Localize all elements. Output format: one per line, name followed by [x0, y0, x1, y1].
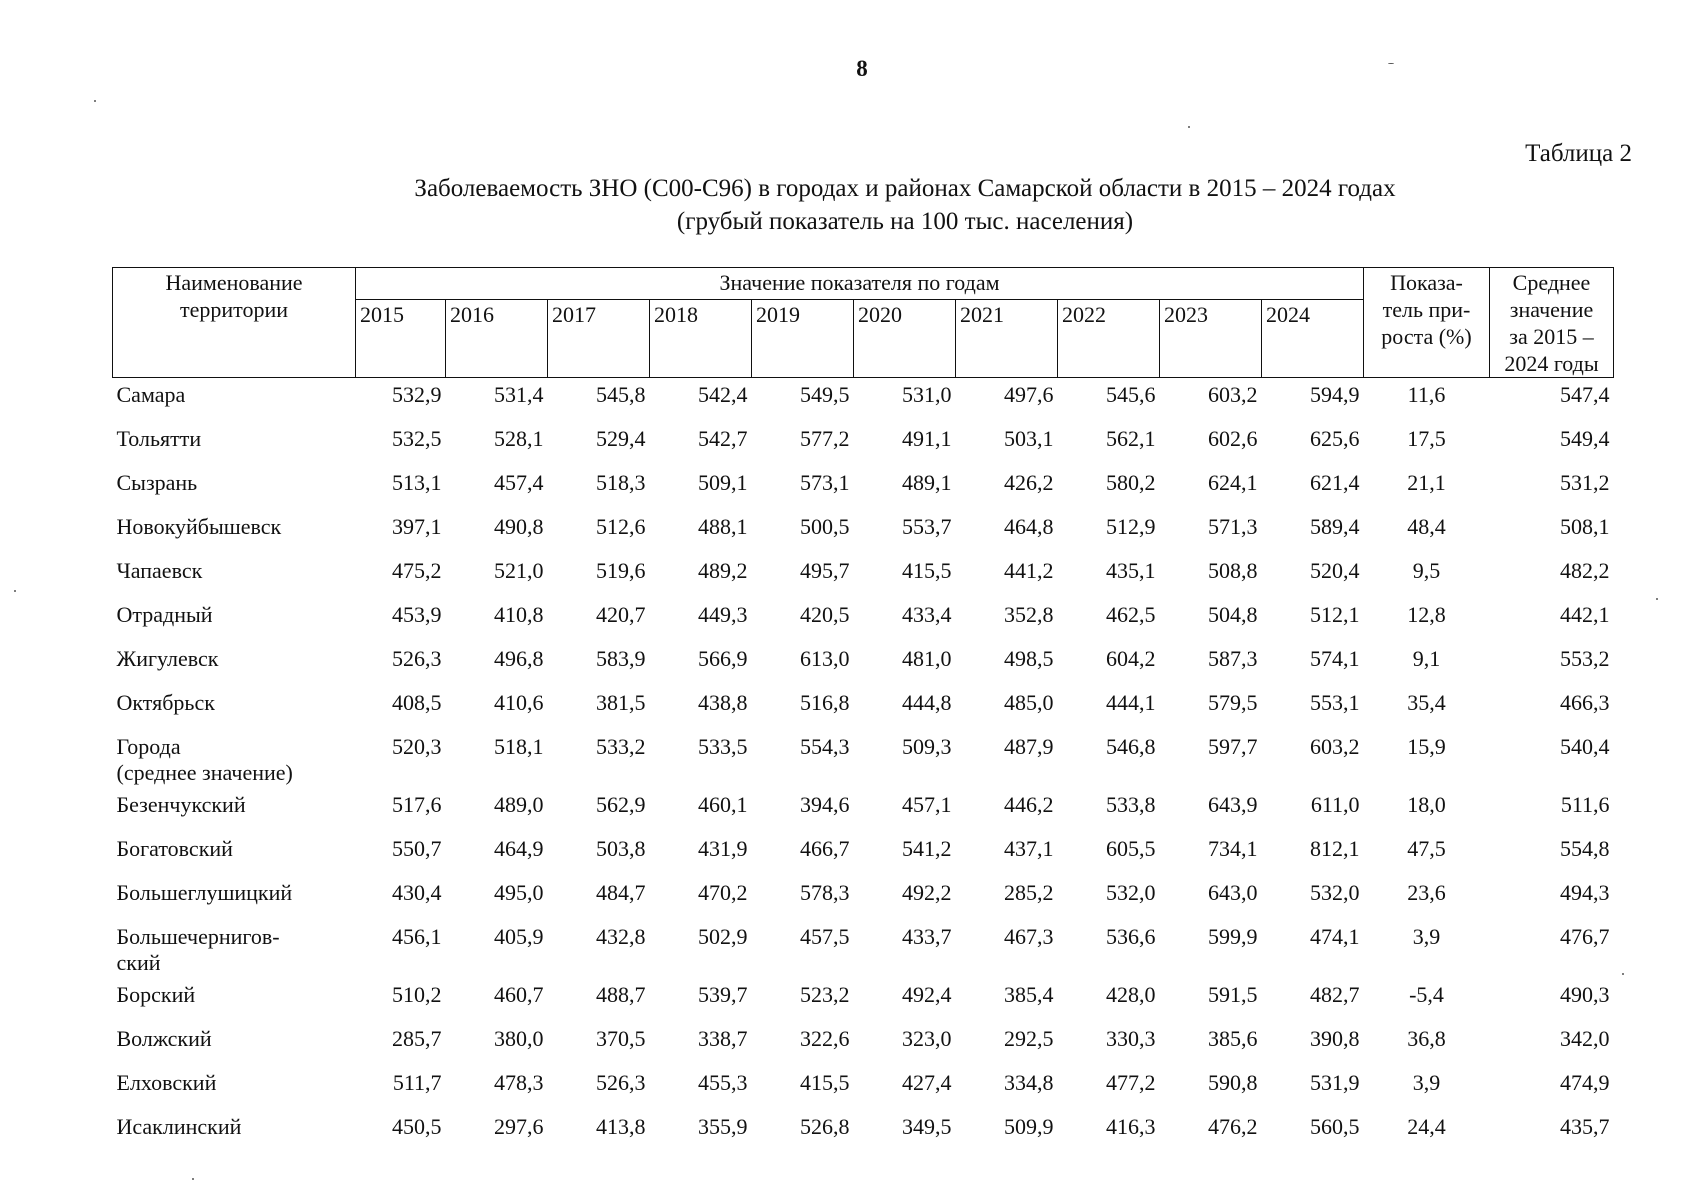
value-cell-2020: 553,7	[902, 514, 952, 539]
value-cell-2017: 420,7	[596, 602, 646, 627]
value-cell-2023: 602,6	[1208, 426, 1258, 451]
value-cell-2019: 394,6	[800, 792, 850, 817]
growth-cell: 11,6	[1407, 382, 1446, 407]
growth-header-line-2: тель при-	[1382, 297, 1471, 322]
value-cell-2016: 464,9	[494, 836, 544, 861]
value-cell-2016: 495,0	[494, 880, 544, 905]
value-cell-2023: 508,8	[1208, 558, 1258, 583]
growth-cell: 3,9	[1412, 924, 1441, 949]
value-cell-2023: 643,0	[1208, 880, 1258, 905]
value-cell-2022: 604,2	[1106, 646, 1156, 671]
average-cell: 547,4	[1560, 382, 1610, 407]
value-cell-2020: 509,3	[902, 734, 952, 759]
growth-cell: 47,5	[1407, 836, 1446, 861]
table-row	[113, 1066, 1614, 1110]
value-cell-2015: 532,5	[392, 426, 442, 451]
value-cell-2016: 528,1	[494, 426, 544, 451]
table-row	[113, 598, 1614, 642]
title-line-2: (грубый показатель на 100 тыс. населения)	[676, 208, 1134, 235]
value-cell-2022: 605,5	[1106, 836, 1156, 861]
value-cell-2015: 450,5	[392, 1114, 442, 1139]
value-cell-2021: 441,2	[1004, 558, 1054, 583]
value-cell-2020: 492,4	[902, 982, 952, 1007]
value-cell-2018: 539,7	[698, 982, 748, 1007]
territory-header-line-2: территории	[179, 297, 289, 322]
territory-name-line: Безенчукский	[116, 792, 246, 817]
table-row	[113, 730, 1614, 788]
average-header-line-1: Среднее	[1512, 270, 1591, 295]
territory-name	[113, 422, 356, 466]
value-cell-2019: 577,2	[800, 426, 850, 451]
year-header-2021: 2021	[956, 299, 1058, 377]
value-cell-2020: 444,8	[902, 690, 952, 715]
value-cell-2017: 545,8	[596, 382, 646, 407]
territory-name-line: ский	[116, 950, 161, 975]
value-cell-2023: 476,2	[1208, 1114, 1258, 1139]
scan-speck	[14, 590, 16, 592]
value-cell-2017: 529,4	[596, 426, 646, 451]
value-cell-2020: 415,5	[902, 558, 952, 583]
territory-header-line-1: Наименование	[165, 270, 303, 295]
table-row	[113, 378, 1614, 423]
value-cell-2018: 566,9	[698, 646, 748, 671]
year-header-2016: 2016	[446, 299, 548, 377]
growth-header	[1364, 268, 1490, 378]
table-row	[113, 510, 1614, 554]
territory-name	[113, 1066, 356, 1110]
scan-speck	[94, 100, 96, 102]
growth-cell: 48,4	[1407, 514, 1446, 539]
value-cell-2016: 489,0	[494, 792, 544, 817]
value-cell-2018: 470,2	[698, 880, 748, 905]
value-cell-2018: 509,1	[698, 470, 748, 495]
value-cell-2018: 488,1	[698, 514, 748, 539]
value-cell-2022: 444,1	[1106, 690, 1156, 715]
average-cell: 540,4	[1560, 734, 1610, 759]
table-row	[113, 686, 1614, 730]
value-cell-2023: 385,6	[1208, 1026, 1258, 1051]
table-row	[113, 1110, 1614, 1154]
value-cell-2022: 512,9	[1106, 514, 1156, 539]
value-cell-2023: 571,3	[1208, 514, 1258, 539]
value-cell-2024: 589,4	[1310, 514, 1360, 539]
value-cell-2018: 489,2	[698, 558, 748, 583]
incidence-table	[112, 267, 1614, 1154]
value-cell-2021: 498,5	[1004, 646, 1054, 671]
average-cell: 494,3	[1560, 880, 1610, 905]
value-cell-2024: 611,0	[1310, 792, 1360, 817]
value-cell-2017: 432,8	[596, 924, 646, 949]
value-cell-2023: 587,3	[1208, 646, 1258, 671]
value-cell-2024: 594,9	[1310, 382, 1360, 407]
value-cell-2022: 546,8	[1106, 734, 1156, 759]
value-cell-2015: 511,7	[392, 1070, 442, 1095]
table-row	[113, 1022, 1614, 1066]
territory-name-line: Сызрань	[116, 470, 198, 495]
territory-name	[113, 1110, 356, 1154]
value-cell-2023: 504,8	[1208, 602, 1258, 627]
value-cell-2022: 536,6	[1106, 924, 1156, 949]
value-cell-2017: 519,6	[596, 558, 646, 583]
value-cell-2021: 503,1	[1004, 426, 1054, 451]
value-cell-2021: 385,4	[1004, 982, 1054, 1007]
value-cell-2020: 541,2	[902, 836, 952, 861]
territory-name	[113, 510, 356, 554]
value-cell-2024: 390,8	[1310, 1026, 1360, 1051]
value-cell-2021: 497,6	[1004, 382, 1054, 407]
growth-cell: 35,4	[1407, 690, 1446, 715]
average-cell: 435,7	[1560, 1114, 1610, 1139]
value-cell-2024: 531,9	[1310, 1070, 1360, 1095]
value-cell-2017: 518,3	[596, 470, 646, 495]
growth-cell: 15,9	[1407, 734, 1446, 759]
value-cell-2021: 467,3	[1004, 924, 1054, 949]
table-row	[113, 978, 1614, 1022]
average-header-line-4: 2024 годы	[1504, 351, 1599, 376]
value-cell-2022: 532,0	[1106, 880, 1156, 905]
value-cell-2021: 446,2	[1004, 792, 1054, 817]
value-cell-2016: 410,8	[494, 602, 544, 627]
growth-cell: -5,4	[1409, 982, 1444, 1007]
value-cell-2018: 431,9	[698, 836, 748, 861]
territory-name	[113, 598, 356, 642]
value-cell-2024: 482,7	[1310, 982, 1360, 1007]
value-cell-2024: 574,1	[1310, 646, 1360, 671]
average-header-line-2: значение	[1509, 297, 1594, 322]
value-cell-2019: 500,5	[800, 514, 850, 539]
value-cell-2018: 533,5	[698, 734, 748, 759]
territory-name-line: Отрадный	[116, 602, 213, 627]
value-cell-2022: 477,2	[1106, 1070, 1156, 1095]
table-row	[113, 642, 1614, 686]
territory-name	[113, 920, 356, 978]
average-cell: 482,2	[1560, 558, 1610, 583]
value-cell-2017: 526,3	[596, 1070, 646, 1095]
value-cell-2019: 466,7	[800, 836, 850, 861]
value-cell-2023: 597,7	[1208, 734, 1258, 759]
value-cell-2021: 509,9	[1004, 1114, 1054, 1139]
value-cell-2019: 549,5	[800, 382, 850, 407]
value-cell-2017: 562,9	[596, 792, 646, 817]
average-cell: 342,0	[1560, 1026, 1610, 1051]
value-cell-2015: 430,4	[392, 880, 442, 905]
value-cell-2024: 625,6	[1310, 426, 1360, 451]
value-cell-2016: 457,4	[494, 470, 544, 495]
value-cell-2020: 457,1	[902, 792, 952, 817]
value-cell-2019: 573,1	[800, 470, 850, 495]
value-cell-2022: 462,5	[1106, 602, 1156, 627]
growth-cell: 23,6	[1407, 880, 1446, 905]
value-cell-2019: 526,8	[800, 1114, 850, 1139]
year-header-2020: 2020	[854, 299, 956, 377]
value-cell-2022: 545,6	[1106, 382, 1156, 407]
table-row	[113, 920, 1614, 978]
territory-name-line: Волжский	[116, 1026, 212, 1051]
scan-speck	[192, 1178, 194, 1180]
value-cell-2015: 397,1	[392, 514, 442, 539]
territory-name-line: Большеглушицкий	[116, 880, 293, 905]
value-cell-2019: 523,2	[800, 982, 850, 1007]
value-cell-2022: 428,0	[1106, 982, 1156, 1007]
territory-name-line: Жигулевск	[116, 646, 219, 671]
value-cell-2020: 531,0	[902, 382, 952, 407]
value-cell-2024: 520,4	[1310, 558, 1360, 583]
value-cell-2016: 410,6	[494, 690, 544, 715]
value-cell-2020: 433,4	[902, 602, 952, 627]
value-cell-2019: 495,7	[800, 558, 850, 583]
territory-name	[113, 378, 356, 423]
value-cell-2022: 416,3	[1106, 1114, 1156, 1139]
territory-name	[113, 686, 356, 730]
value-cell-2023: 734,1	[1208, 836, 1258, 861]
growth-cell: 9,5	[1412, 558, 1441, 583]
territory-name-line: Богатовский	[116, 836, 233, 861]
value-cell-2022: 562,1	[1106, 426, 1156, 451]
table-row	[113, 422, 1614, 466]
table-label: Таблица 2	[1525, 140, 1632, 167]
value-cell-2015: 510,2	[392, 982, 442, 1007]
value-cell-2019: 420,5	[800, 602, 850, 627]
value-cell-2023: 624,1	[1208, 470, 1258, 495]
value-cell-2021: 352,8	[1004, 602, 1054, 627]
territory-name	[113, 642, 356, 686]
territory-name	[113, 466, 356, 510]
growth-cell: 17,5	[1407, 426, 1446, 451]
value-cell-2017: 533,2	[596, 734, 646, 759]
value-cell-2015: 285,7	[392, 1026, 442, 1051]
value-cell-2019: 613,0	[800, 646, 850, 671]
average-cell: 442,1	[1560, 602, 1610, 627]
value-cell-2018: 449,3	[698, 602, 748, 627]
value-cell-2022: 580,2	[1106, 470, 1156, 495]
growth-cell: 36,8	[1407, 1026, 1446, 1051]
growth-header-line-3: роста (%)	[1381, 324, 1472, 349]
value-cell-2015: 453,9	[392, 602, 442, 627]
growth-cell: 9,1	[1412, 646, 1441, 671]
value-cell-2015: 517,6	[392, 792, 442, 817]
value-cell-2021: 292,5	[1004, 1026, 1054, 1051]
territory-name-line: Тольятти	[116, 426, 202, 451]
scan-speck	[1388, 63, 1394, 64]
value-cell-2018: 502,9	[698, 924, 748, 949]
value-cell-2017: 512,6	[596, 514, 646, 539]
territory-name-line: Борский	[116, 982, 196, 1007]
value-cell-2023: 599,9	[1208, 924, 1258, 949]
value-cell-2024: 812,1	[1310, 836, 1360, 861]
year-header-2017: 2017	[548, 299, 650, 377]
territory-name	[113, 1022, 356, 1066]
territory-name-line: Октябрьск	[116, 690, 215, 715]
value-cell-2018: 355,9	[698, 1114, 748, 1139]
territory-name-line: Чапаевск	[116, 558, 203, 583]
territory-name	[113, 832, 356, 876]
value-cell-2016: 521,0	[494, 558, 544, 583]
territory-name	[113, 730, 356, 788]
value-cell-2022: 330,3	[1106, 1026, 1156, 1051]
average-cell: 549,4	[1560, 426, 1610, 451]
growth-cell: 21,1	[1407, 470, 1446, 495]
value-cell-2018: 455,3	[698, 1070, 748, 1095]
value-cell-2015: 408,5	[392, 690, 442, 715]
growth-cell: 3,9	[1412, 1070, 1441, 1095]
growth-cell: 18,0	[1407, 792, 1446, 817]
value-cell-2016: 460,7	[494, 982, 544, 1007]
value-cell-2021: 437,1	[1004, 836, 1054, 861]
table-row	[113, 876, 1614, 920]
table-row	[113, 466, 1614, 510]
value-cell-2021: 285,2	[1004, 880, 1054, 905]
value-cell-2023: 579,5	[1208, 690, 1258, 715]
territory-name-line: Новокуйбышевск	[116, 514, 282, 539]
year-header-2018: 2018	[650, 299, 752, 377]
value-cell-2017: 381,5	[596, 690, 646, 715]
value-cell-2020: 433,7	[902, 924, 952, 949]
value-cell-2018: 460,1	[698, 792, 748, 817]
year-header-2015: 2015	[356, 299, 446, 377]
average-cell: 511,6	[1560, 792, 1610, 817]
scan-speck	[1622, 973, 1624, 975]
value-cell-2017: 413,8	[596, 1114, 646, 1139]
value-cell-2019: 554,3	[800, 734, 850, 759]
table-row	[113, 832, 1614, 876]
value-cell-2015: 526,3	[392, 646, 442, 671]
territory-header	[113, 268, 356, 378]
value-cell-2019: 516,8	[800, 690, 850, 715]
value-cell-2020: 427,4	[902, 1070, 952, 1095]
value-cell-2017: 503,8	[596, 836, 646, 861]
value-cell-2015: 520,3	[392, 734, 442, 759]
year-header-2023: 2023	[1160, 299, 1262, 377]
value-cell-2016: 478,3	[494, 1070, 544, 1095]
territory-name	[113, 978, 356, 1022]
value-cell-2020: 349,5	[902, 1114, 952, 1139]
years-group-header: Значение показателя по годам	[356, 268, 1364, 300]
growth-cell: 24,4	[1407, 1114, 1446, 1139]
value-cell-2019: 415,5	[800, 1070, 850, 1095]
territory-name-line: Большечернигов-	[116, 924, 280, 949]
value-cell-2022: 435,1	[1106, 558, 1156, 583]
value-cell-2024: 553,1	[1310, 690, 1360, 715]
value-cell-2016: 380,0	[494, 1026, 544, 1051]
territory-name-line: Самара	[116, 382, 186, 407]
territory-name	[113, 876, 356, 920]
average-cell: 466,3	[1560, 690, 1610, 715]
territory-name-line: Исаклинский	[116, 1114, 242, 1139]
table-row	[113, 788, 1614, 832]
value-cell-2020: 323,0	[902, 1026, 952, 1051]
growth-cell: 12,8	[1407, 602, 1446, 627]
value-cell-2024: 560,5	[1310, 1114, 1360, 1139]
average-header	[1490, 268, 1614, 378]
territory-name-line: Города	[116, 734, 181, 759]
year-header-2022: 2022	[1058, 299, 1160, 377]
value-cell-2016: 490,8	[494, 514, 544, 539]
table-body	[113, 378, 1614, 1155]
value-cell-2024: 621,4	[1310, 470, 1360, 495]
value-cell-2017: 583,9	[596, 646, 646, 671]
value-cell-2020: 492,2	[902, 880, 952, 905]
table-header	[113, 268, 1614, 378]
average-cell: 474,9	[1560, 1070, 1610, 1095]
year-header-2024: 2024	[1262, 299, 1364, 377]
value-cell-2021: 464,8	[1004, 514, 1054, 539]
value-cell-2024: 474,1	[1310, 924, 1360, 949]
value-cell-2024: 532,0	[1310, 880, 1360, 905]
territory-name	[113, 554, 356, 598]
average-cell: 508,1	[1560, 514, 1610, 539]
value-cell-2021: 334,8	[1004, 1070, 1054, 1095]
value-cell-2019: 322,6	[800, 1026, 850, 1051]
value-cell-2017: 370,5	[596, 1026, 646, 1051]
average-cell: 490,3	[1560, 982, 1610, 1007]
page-number: 8	[856, 56, 868, 81]
scan-speck	[1656, 598, 1658, 600]
value-cell-2016: 405,9	[494, 924, 544, 949]
value-cell-2024: 512,1	[1310, 602, 1360, 627]
value-cell-2018: 338,7	[698, 1026, 748, 1051]
territory-name-line: (среднее значение)	[116, 760, 293, 785]
value-cell-2015: 513,1	[392, 470, 442, 495]
value-cell-2019: 578,3	[800, 880, 850, 905]
growth-header-line-1: Показа-	[1390, 270, 1463, 295]
value-cell-2015: 532,9	[392, 382, 442, 407]
value-cell-2015: 550,7	[392, 836, 442, 861]
value-cell-2016: 531,4	[494, 382, 544, 407]
average-cell: 531,2	[1560, 470, 1610, 495]
table-row	[113, 554, 1614, 598]
territory-name-line: Елховский	[116, 1070, 217, 1095]
average-cell: 554,8	[1560, 836, 1610, 861]
title-line-1: Заболеваемость ЗНО (С00-С96) в городах и районах Самарской области в 2015 – 2024 годах	[414, 175, 1396, 202]
value-cell-2017: 488,7	[596, 982, 646, 1007]
value-cell-2023: 591,5	[1208, 982, 1258, 1007]
value-cell-2020: 481,0	[902, 646, 952, 671]
value-cell-2018: 438,8	[698, 690, 748, 715]
value-cell-2016: 297,6	[494, 1114, 544, 1139]
value-cell-2024: 603,2	[1310, 734, 1360, 759]
value-cell-2023: 603,2	[1208, 382, 1258, 407]
value-cell-2017: 484,7	[596, 880, 646, 905]
value-cell-2022: 533,8	[1106, 792, 1156, 817]
value-cell-2023: 590,8	[1208, 1070, 1258, 1095]
value-cell-2015: 475,2	[392, 558, 442, 583]
average-header-line-3: за 2015 –	[1509, 324, 1594, 349]
year-header-2019: 2019	[752, 299, 854, 377]
territory-name	[113, 788, 356, 832]
value-cell-2015: 456,1	[392, 924, 442, 949]
average-cell: 476,7	[1560, 924, 1610, 949]
value-cell-2021: 485,0	[1004, 690, 1054, 715]
value-cell-2021: 487,9	[1004, 734, 1054, 759]
average-cell: 553,2	[1560, 646, 1610, 671]
value-cell-2018: 542,7	[698, 426, 748, 451]
value-cell-2019: 457,5	[800, 924, 850, 949]
value-cell-2016: 496,8	[494, 646, 544, 671]
table-title	[180, 172, 1630, 238]
value-cell-2018: 542,4	[698, 382, 748, 407]
value-cell-2016: 518,1	[494, 734, 544, 759]
value-cell-2020: 491,1	[902, 426, 952, 451]
value-cell-2021: 426,2	[1004, 470, 1054, 495]
value-cell-2023: 643,9	[1208, 792, 1258, 817]
scan-speck	[1188, 126, 1190, 128]
value-cell-2020: 489,1	[902, 470, 952, 495]
